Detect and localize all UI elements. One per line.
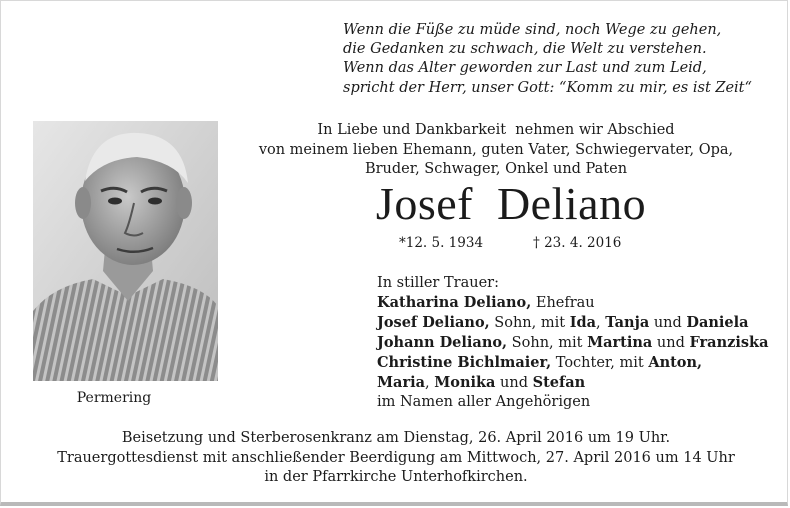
life-dates [399,235,621,251]
mourner-name: Monika [434,374,496,391]
mourner-line [377,313,777,333]
separator: und [495,375,533,391]
mourner-line [377,353,777,373]
place-name: Permering [76,390,152,406]
intro-line: von meinem lieben Ehemann, guten Vater, Schwiegervater, Opa, [258,141,734,158]
farewell-intro [241,121,751,180]
mourner-name: Daniela [686,314,749,331]
poem [343,21,783,98]
mourner-name: Christine Bichlmaier, [377,354,552,371]
mourner-line [377,373,777,393]
poem-line: spricht der Herr, unser Gott: “Komm zu mir, es ist Zeit“ [343,79,752,96]
funeral-line: in der Pfarrkirche Unterhofkirchen. [264,469,528,485]
separator: und [652,335,690,351]
poem-line: Wenn die Füße zu müde sind, noch Wege zu gehen, [343,22,722,38]
mourner-relation: Sohn, mit [507,335,588,351]
mourners-closing: im Namen aller Angehörigen [377,394,591,410]
separator: , [596,315,606,331]
mourner-name: Anton, [648,354,703,371]
mourner-relation: Ehefrau [531,295,595,311]
separator: und [649,315,687,331]
mourner-line [377,333,777,353]
death-date: † 23. 4. 2016 [533,235,622,251]
deceased-name: Josef Deliano [375,178,647,229]
mourner-name: Stefan [532,374,586,391]
portrait-photo [33,121,218,381]
intro-line: Bruder, Schwager, Onkel und Paten [364,161,628,177]
mourner-relation: Sohn, mit [489,315,570,331]
mourner-name: Katharina Deliano, [377,294,532,311]
funeral-line: Beisetzung und Sterberosenkranz am Dienstag, 26. April 2016 um 19 Uhr. [121,430,671,446]
mourner-name: Maria [377,374,425,391]
poem-line: Wenn das Alter geworden zur Last und zum Leid, [343,60,707,77]
mourner-name: Josef Deliano, [377,314,490,331]
funeral-details [21,429,771,488]
separator: , [425,375,435,391]
mourner-name: Martina [587,334,653,351]
mourner-line [377,293,777,313]
mourners-list [377,274,777,412]
mourner-name: Franziska [689,334,769,351]
poem-line: die Gedanken zu schwach, die Welt zu verstehen. [343,41,707,58]
mourner-name: Ida [569,314,597,331]
mourners-heading: In stiller Trauer: [377,275,499,291]
mourner-name: Tanja [605,314,650,331]
mourner-name: Johann Deliano, [377,334,508,351]
mourner-relation: Tochter, mit [551,355,649,371]
birth-date: *12. 5. 1934 [399,235,484,251]
intro-line: In Liebe und Dankbarkeit nehmen wir Abschied [317,122,675,138]
funeral-line: Trauergottesdienst mit anschließender Beerdigung am Mittwoch, 27. April 2016 um 14 Uhr [57,449,735,466]
